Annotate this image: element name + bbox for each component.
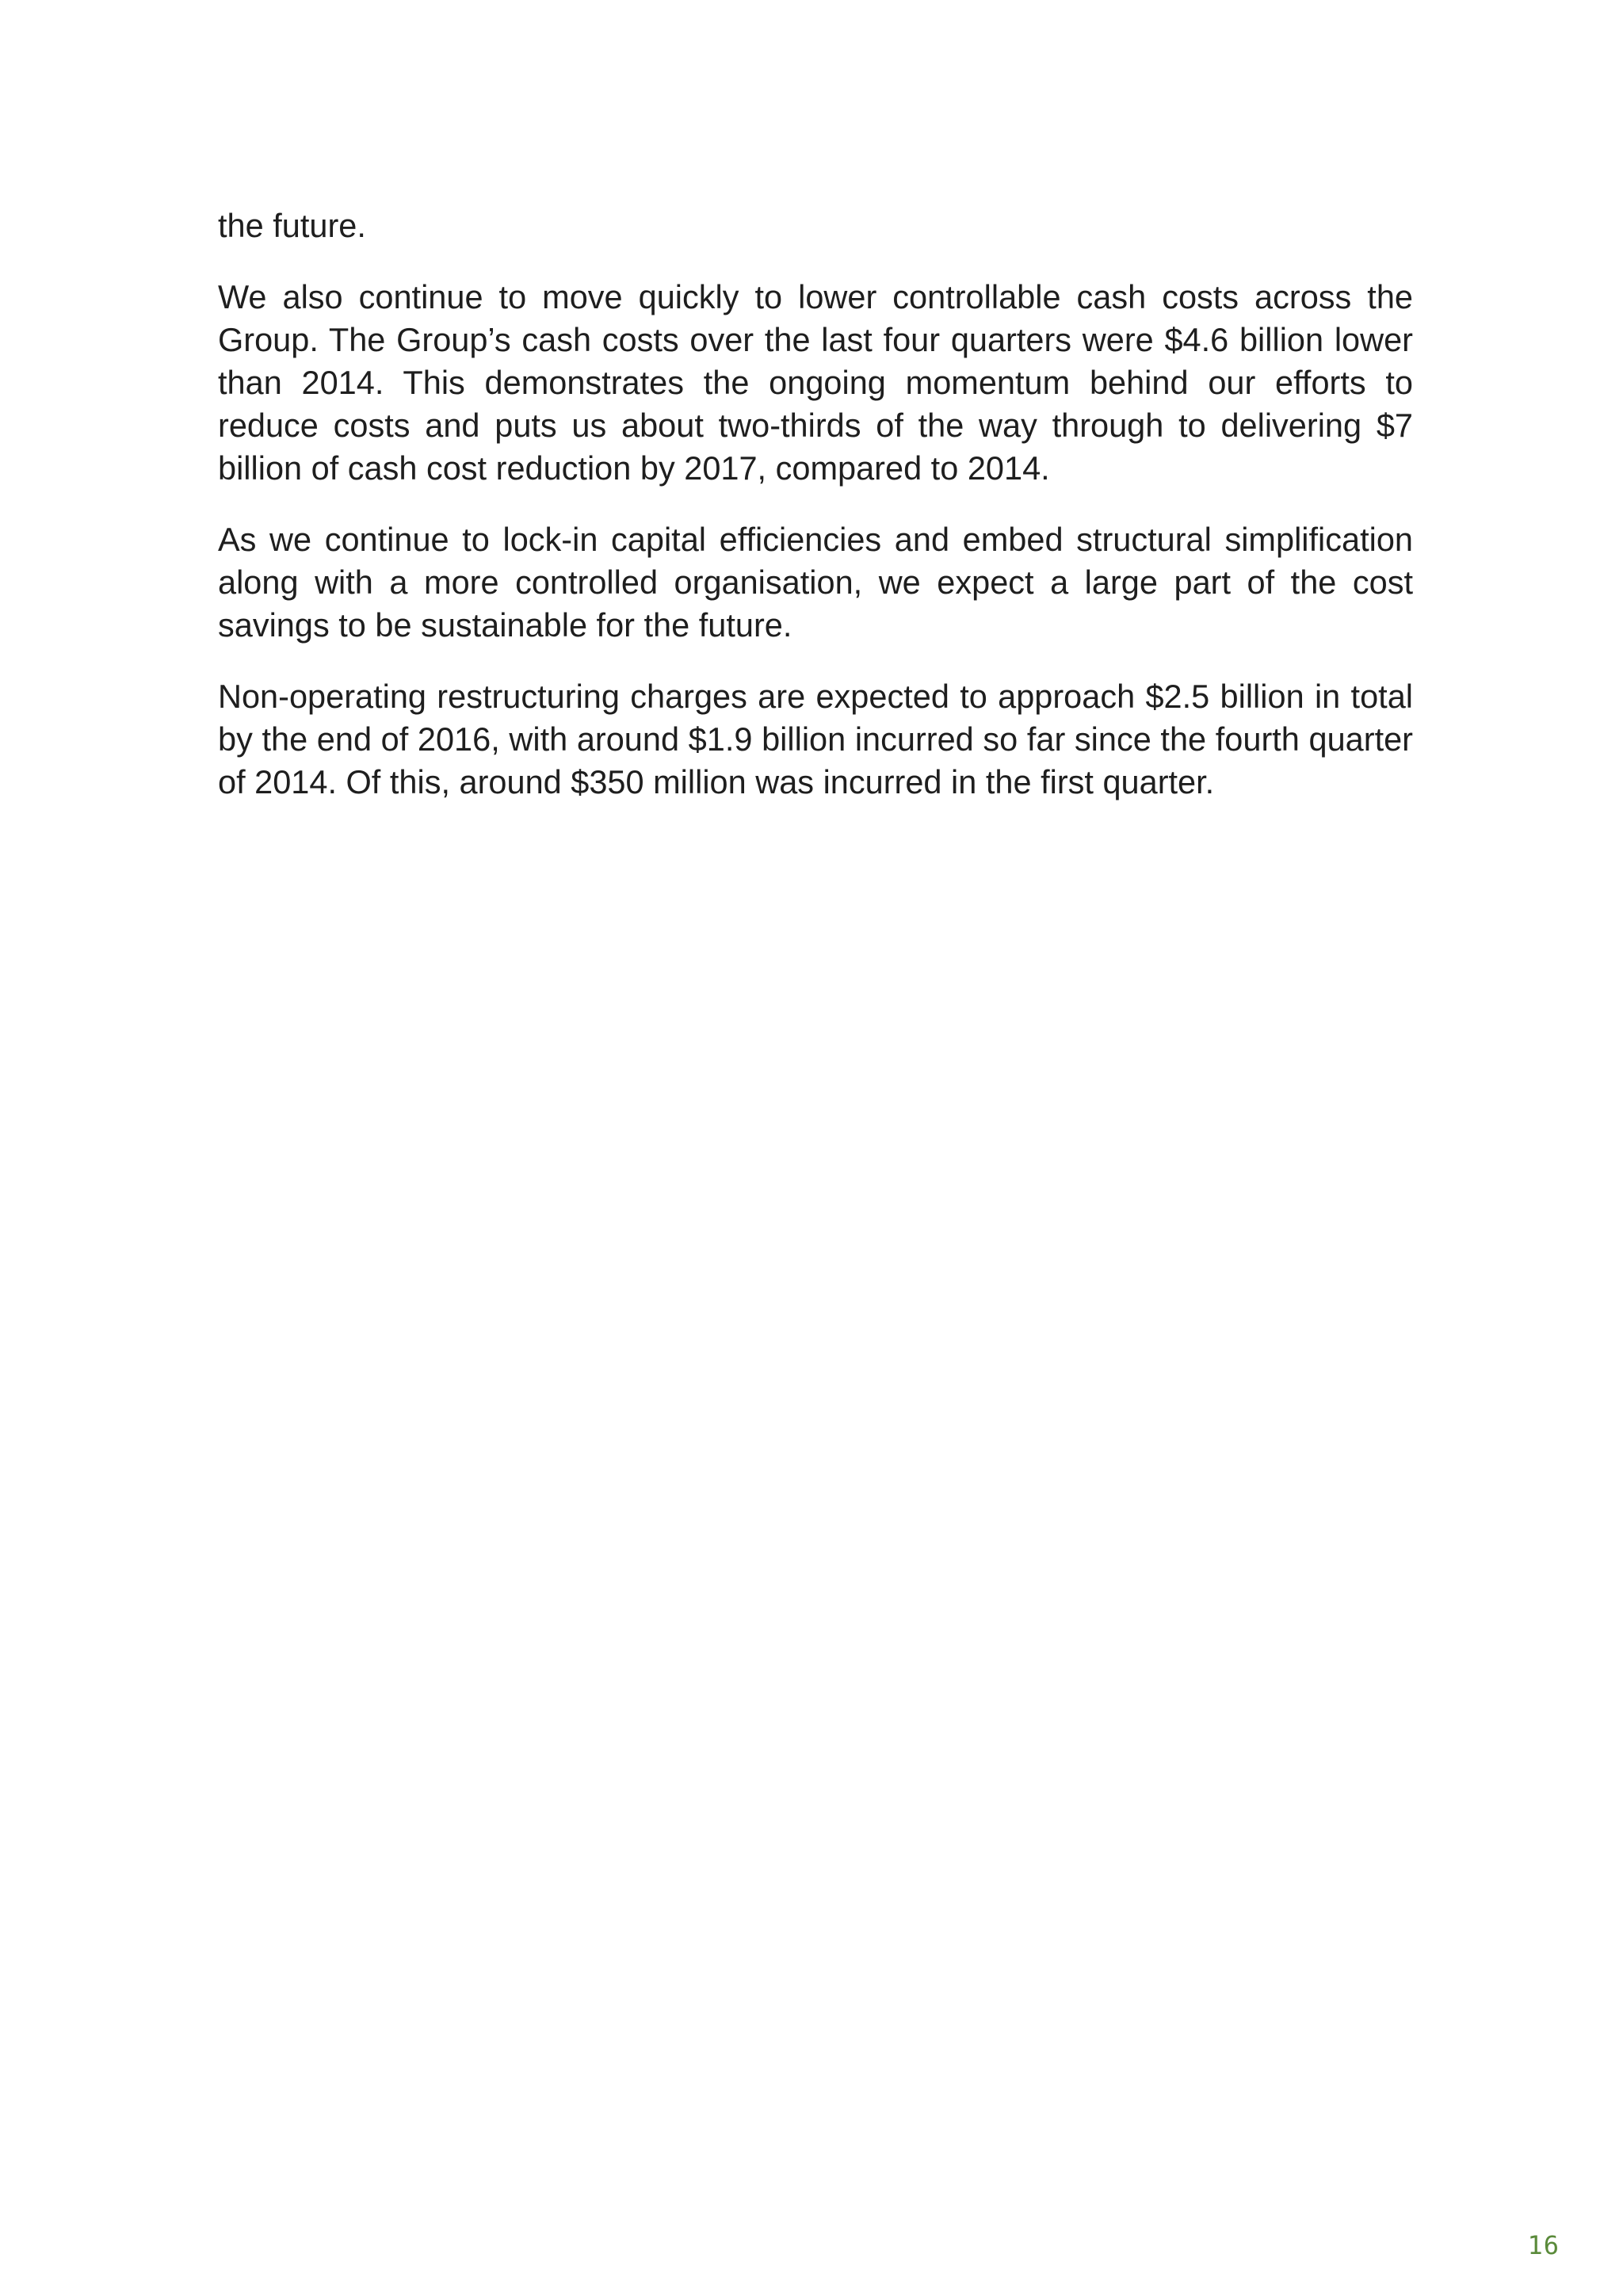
paragraph-capital-efficiencies: As we continue to lock-in capital efficiencies and embed structural simplification along with a more controlled organisation, we expect a large part of the cost savings to be sustainable for the future. [218,521,1413,644]
body-text [218,204,1413,832]
paragraph-cash-costs: We also continue to move quickly to lower controllable cash costs across the Group. The Group’s cash costs over the last four quarters were $4.6 billion lower than 2014. This demonstrates the ongoing momentum behind our efforts to reduce costs and puts us about two-thirds of the way through to delivering $7 billion of cash cost reduction by 2017, compared to 2014. [218,278,1413,487]
paragraph-restructuring-charges: Non-operating restructuring charges are expected to approach $2.5 billion in total by the end of 2016, with around $1.9 billion incurred so far since the fourth quarter of 2014. Of this, around $350 million was incurred in the first quarter. [218,678,1413,800]
paragraph-continuation: the future. [218,207,366,244]
page-number: 16 [1527,2230,1560,2260]
